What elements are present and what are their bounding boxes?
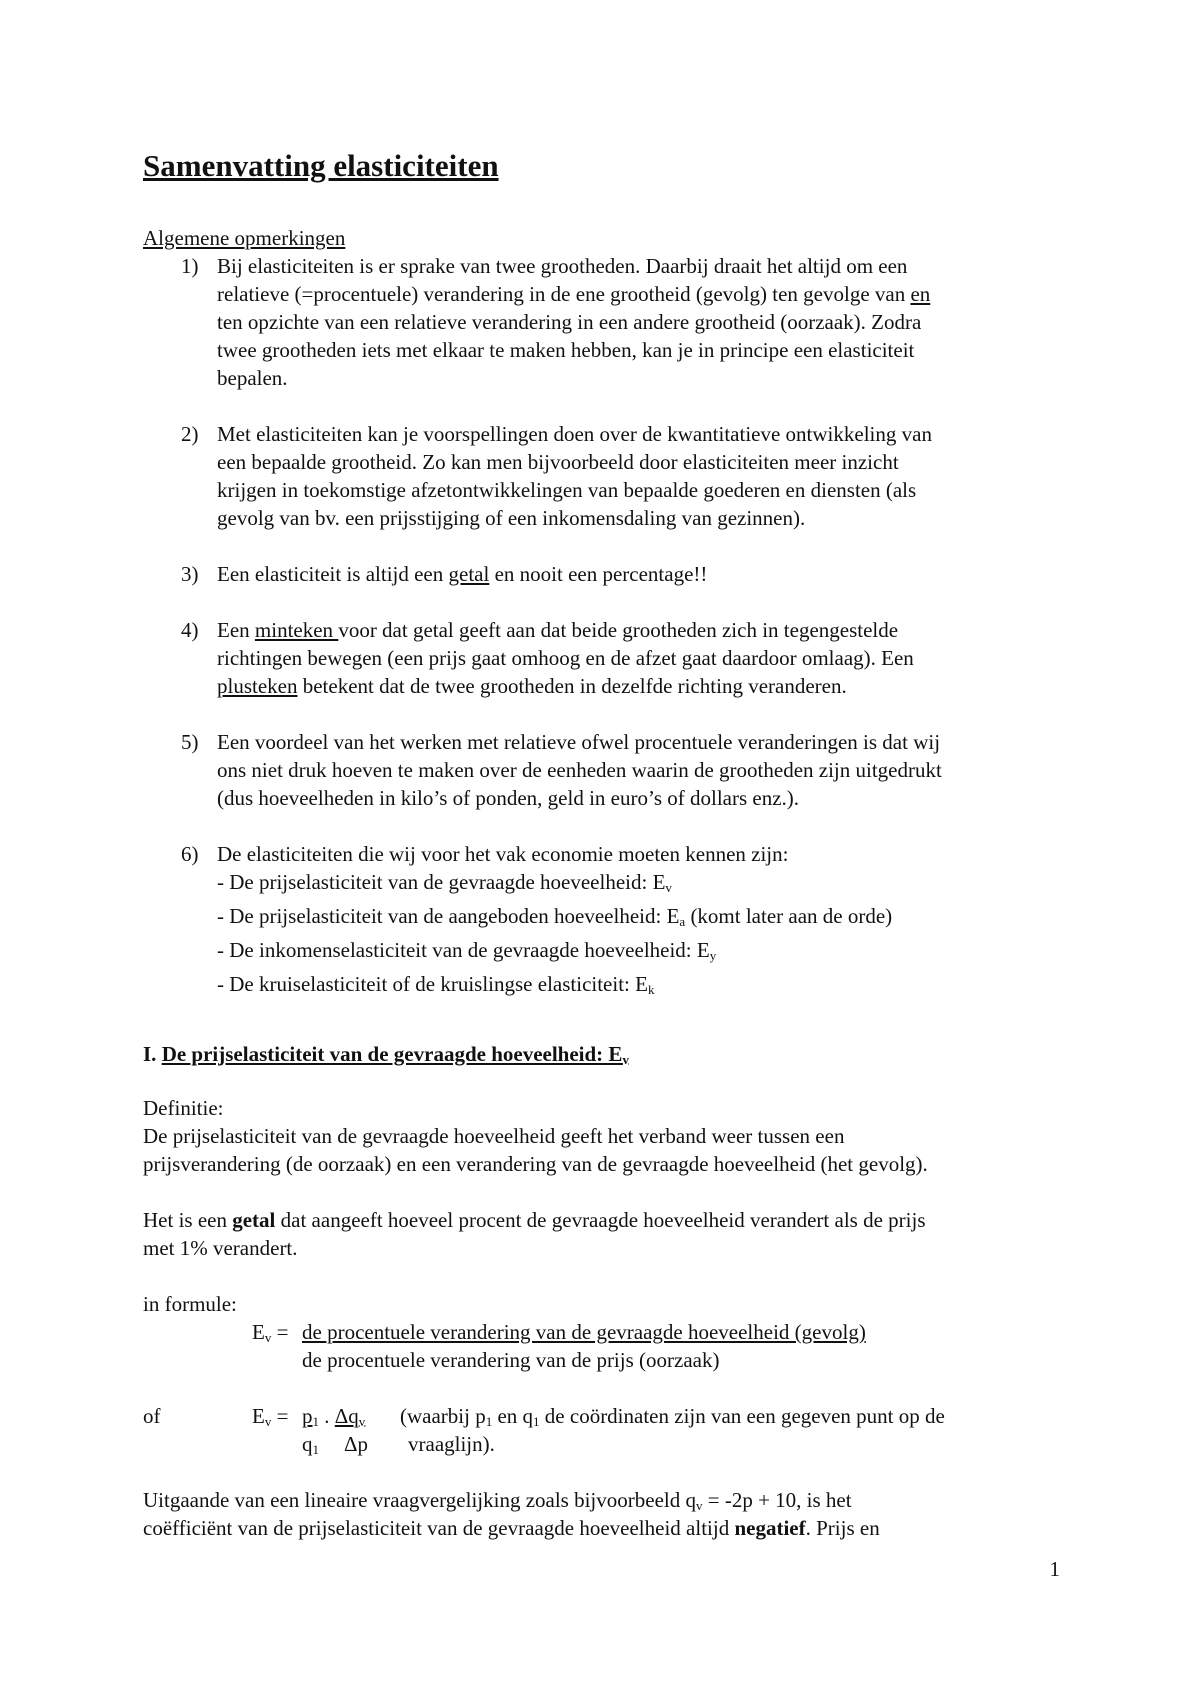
of-label: of [143,1404,161,1428]
definition-text: De prijselasticiteit van de gevraagde hoeveelheid geeft het verband weer tussen een [143,1124,845,1148]
elasticity-bullet: - De prijselasticiteit van de aangeboden hoeveelheid: $E_a$ (komt later aan de orde) [217,904,893,929]
formula-2-fraction-top: $p_1$ . $\Delta q_v$ [302,1404,366,1429]
document-title: Samenvatting elasticiteiten [143,148,499,183]
formula-2-denominator-dp: Δp [344,1432,369,1456]
paragraph-text: Het is een getal dat aangeeft hoeveel procent de gevraagde hoeveelheid verandert als de prijs [143,1208,926,1232]
list-item: 4) Een minteken voor dat getal geeft aan dat beide grootheden zich in tegengestelde richtingen bewegen (een prijs gaat omhoog en de afzet gaat daardoor omlaag). Een plusteken betekent dat de twee grootheden in dezelfde richting veranderen. [181,618,914,698]
list-item: 2) Met elasticiteiten kan je voorspellingen doen over de kwantitatieve ontwikkeling van een bepaalde grootheid. Zo kan men bijvoorbeeld door elasticiteiten meer inzicht krijgen in toekomstige afzetontwikkelingen van bepaalde goederen en diensten (als gevolg van bv. een prijsstijging of een inkomensdaling van gezinnen). [181,422,932,530]
remarks-list [143,252,1103,1004]
formula-1-lhs: $E_v$ = [252,1320,289,1345]
formula-1-numerator: de procentuele verandering van de gevraagde hoeveelheid (gevolg) [302,1320,866,1344]
list-item: 3) Een elasticiteit is altijd een getal en nooit een percentage!! [181,562,708,586]
list-item: 1) Bij elasticiteiten is er sprake van twee grootheden. Daarbij draait het altijd om een relatieve (=procentuele) verandering in de ene grootheid (gevolg) ten gevolge van en ten opzichte van een relatieve verandering in een andere grootheid (oorzaak). Zodra twee grootheden iets met elkaar te maken hebben, kan je in principe een elasticiteit bepalen. [181,254,931,390]
definition-text: prijsverandering (de oorzaak) en een verandering van de gevraagde hoeveelheid (het gevolg). [143,1152,928,1176]
formula-2-note-cont: vraaglijn). [408,1432,495,1456]
list-item: 5) Een voordeel van het werken met relatieve ofwel procentuele veranderingen is dat wij ons niet druk hoeven te maken over de eenheden waarin de grootheden zijn uitgedrukt (dus hoeveelheden in kilo’s of ponden, geld in euro’s of dollars enz.). [181,730,942,810]
formula-1-denominator: de procentuele verandering van de prijs (oorzaak) [302,1348,720,1372]
page-number: 1 [1049,1557,1060,1581]
elasticity-bullet: - De kruiselasticiteit of de kruislingse elasticiteit: $E_k$ [217,972,655,997]
elasticity-bullet: - De inkomenselasticiteit van de gevraagde hoeveelheid: $E_y$ [217,938,717,963]
formula-2-denominator-q: $q_1$ [302,1432,319,1457]
paragraph-text: met 1% verandert. [143,1236,298,1260]
formula-2-lhs: $E_v$ = [252,1404,289,1429]
paragraph-text: coëfficiënt van de prijselasticiteit van de gevraagde hoeveelheid altijd negatief. Prijs en [143,1516,880,1540]
elasticity-bullet: - De prijselasticiteit van de gevraagde hoeveelheid: $E_v$ [217,870,672,895]
formula-label: in formule: [143,1292,237,1316]
intro-heading: Algemene opmerkingen [143,226,346,250]
list-item: 6) De elasticiteiten die wij voor het vak economie moeten kennen zijn: - De prijselasticiteit van de gevraagde hoeveelheid: $E_v$ - De prijselasticiteit van de aangeboden hoeveelheid: $E_a$ (komt later aan de orde) - De inkomenselasticiteit van de gevraagde hoeveelheid: $E_y$ - De kruiselasticiteit of de kruislingse elasticiteit: $E_k$ [143,840,1103,1004]
paragraph-text: Uitgaande van een lineaire vraagvergelijking zoals bijvoorbeeld $q_v = -2p + 10$, is het [143,1488,852,1513]
formula-2-note: (waarbij $p_1$ en $q_1$ de coördinaten zijn van een gegeven punt op de [400,1404,945,1429]
definition-label: Definitie: [143,1096,224,1120]
section-heading: I. De prijselasticiteit van de gevraagde hoeveelheid: $E_v$ [143,1042,629,1067]
